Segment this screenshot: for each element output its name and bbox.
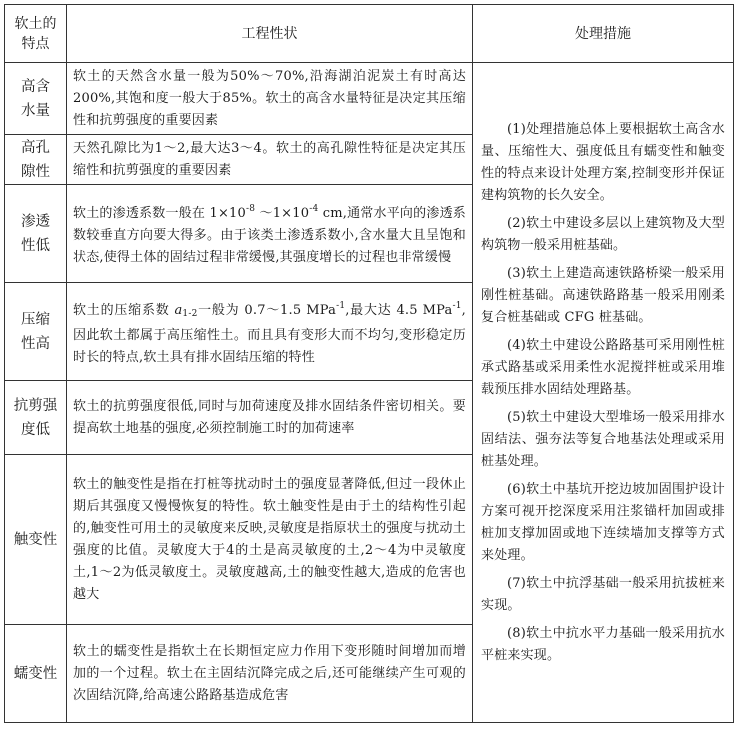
measures-list: [481, 119, 725, 667]
header-measure: 处理措施: [473, 5, 734, 63]
measure-item: (6)软土中基坑开挖边坡加固围护设计方案可视开挖深度采用注浆锚杆加固或排桩加支撑加固或地下连续墙加支撑等方式来处理。: [481, 481, 725, 563]
prop-text: 软土的压缩系数: [73, 302, 175, 318]
row-characteristic: [5, 185, 67, 283]
row-characteristic-line2: 性低: [21, 237, 50, 254]
header-property: 工程性状: [67, 5, 473, 63]
measures-cell: [473, 63, 734, 723]
header-characteristic-line1: 软土的: [14, 15, 57, 32]
row-characteristic-line1: 压缩: [21, 311, 50, 328]
prop-subscript: 1-2: [182, 308, 198, 319]
prop-exponent: -8: [245, 204, 256, 214]
row-characteristic: [5, 63, 67, 135]
prop-text: ～1×10: [255, 206, 310, 221]
prop-exponent: -4: [309, 204, 319, 214]
row-characteristic-line2: 度低: [21, 421, 50, 438]
measure-item: (4)软土中建设公路路基可采用刚性桩承式路基或采用柔性水泥搅拌桩或采用堆载预压排水固结处理路基。: [481, 337, 725, 397]
row-property: 软土的触变性是指在打桩等扰动时土的强度显著降低,但过一段休止期后其强度又慢慢恢复的特性。软土触变性是由于土的结构性引起的,触变性可用土的灵敏度来反映,灵敏度是指原状土的强度与扰动土强度的比值。灵敏度大于4的土是高灵敏度的土,2～4为中灵敏度土,1～2为低灵敏度土。灵敏度越高,土的触变性越大,造成的危害也越大: [67, 455, 473, 625]
prop-text: 一般为 0.7～1.5 MPa: [197, 302, 337, 318]
row-characteristic-line2: 水量: [21, 102, 50, 119]
row-characteristic-line2: 性高: [21, 335, 50, 352]
row-characteristic-line1: 高孔: [21, 139, 50, 156]
prop-text: 软土的渗透系数一般在 1×10: [73, 206, 246, 221]
row-property: [67, 185, 473, 283]
header-row: [5, 5, 734, 63]
row-characteristic-line2: 隙性: [21, 163, 50, 180]
prop-text: cm,通常水平向的渗透系数较垂直方向要大得多。由于该类土渗透系数小,含水量大且呈饱和状态,使得土体的固结过程非常缓慢,其强度增长的过程也非常缓慢: [73, 206, 466, 265]
row-property: 软土的蠕变性是指软土在长期恒定应力作用下变形随时间增加而增加的一个过程。软土在主固结沉降完成之后,还可能继续产生可观的次固结沉降,给高速公路路基造成危害: [67, 625, 473, 723]
row-characteristic-line1: 高含: [21, 78, 50, 95]
measure-item: (1)处理措施总体上要根据软土高含水量、压缩性大、强度低且有蠕变性和触变性的特点来设计处理方案,控制变形并保证建构筑物的长久安全。: [481, 121, 725, 203]
row-characteristic: 蠕变性: [5, 625, 67, 723]
row-characteristic: 触变性: [5, 455, 67, 625]
row-property: 天然孔隙比为1～2,最大达3～4。软土的高孔隙性特征是决定其压缩性和抗剪强度的重要因素: [67, 135, 473, 185]
measure-item: (7)软土中抗浮基础一般采用抗拔桩来实现。: [481, 575, 725, 613]
row-characteristic: [5, 135, 67, 185]
row-characteristic: [5, 283, 67, 381]
row-characteristic-line1: 渗透: [21, 213, 50, 230]
measure-item: (8)软土中抗水平力基础一般采用抗水平桩来实现。: [481, 625, 725, 663]
header-characteristic: [5, 5, 67, 63]
soft-soil-table: [4, 4, 734, 723]
prop-text: ,因此软土都属于高压缩性土。而且具有变形大而不均匀,变形稳定历时长的特点,软土具有排水固结压缩的特性: [73, 302, 467, 365]
measure-item: (2)软土中建设多层以上建筑物及大型构筑物一般采用桩基础。: [481, 215, 725, 253]
table-row-high-water-content: [5, 63, 734, 135]
prop-text: ,最大达 4.5 MPa: [345, 302, 453, 318]
row-characteristic-line1: 抗剪强: [13, 397, 58, 414]
header-characteristic-line2: 特点: [21, 35, 50, 52]
prop-exponent: -1: [336, 300, 346, 311]
measure-item: (3)软土上建造高速铁路桥梁一般采用刚性桩基础。高速铁路路基一般采用刚柔复合桩基础或 CFG 桩基础。: [481, 265, 725, 325]
row-property: [67, 283, 473, 381]
prop-exponent: -1: [452, 300, 462, 311]
row-property: 软土的天然含水量一般为50%～70%,沿海湖泊泥炭土有时高达200%,其饱和度一般大于85%。软土的高含水量特征是决定其压缩性和抗剪强度的重要因素: [67, 63, 473, 135]
measure-item: (5)软土中建设大型堆场一般采用排水固结法、强夯法等复合地基法处理或采用桩基处理。: [481, 409, 725, 469]
row-property: 软土的抗剪强度很低,同时与加荷速度及排水固结条件密切相关。要提高软土地基的强度,必须控制施工时的加荷速率: [67, 381, 473, 455]
row-characteristic: [5, 381, 67, 455]
prop-coefficient: a: [174, 302, 183, 318]
